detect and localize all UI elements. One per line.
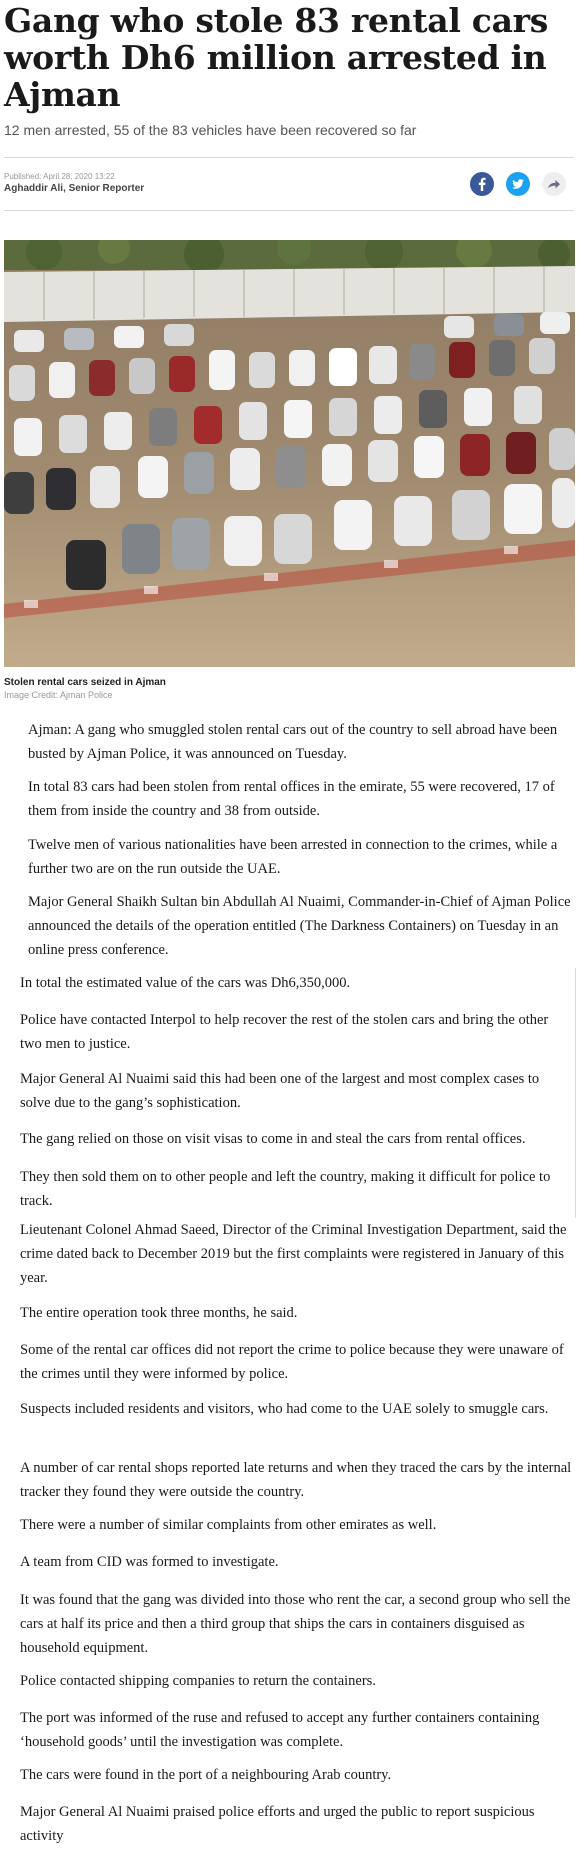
body-paragraph: The port was informed of the ruse and refused to accept any further containers containing ‘household goods’ until the investigation was complete. — [20, 1710, 540, 1750]
divider — [4, 210, 574, 211]
body-paragraph: A number of car rental shops reported late returns and when they traced the cars by the internal tracker they found they were outside the country. — [20, 1460, 572, 1500]
caption-title: Stolen rental cars seized in Ajman — [4, 677, 166, 688]
facebook-icon — [470, 172, 494, 196]
body-paragraph: The cars were found in the port of a neighbouring Arab country. — [20, 1767, 392, 1783]
body-paragraph: Suspects included residents and visitors, who had come to the UAE solely to smuggle cars. — [20, 1401, 549, 1417]
share-button[interactable] — [542, 172, 566, 196]
body-paragraph: In total 83 cars had been stolen from rental offices in the emirate, 55 were recovered, 17 of them from inside the country and 38 from outside. — [28, 779, 555, 819]
body-paragraph: There were a number of similar complaints from other emirates as well. — [20, 1517, 437, 1533]
parking-lot-image — [4, 240, 575, 667]
body-paragraph: Major General Al Nuaimi praised police efforts and urged the public to report suspicious activity — [20, 1804, 535, 1844]
column-divider — [575, 968, 576, 1218]
body-paragraph: It was found that the gang was divided into those who rent the car, a second group who sell the cars at half its price and then a third group that ships the cars in containers disguised as household equipment. — [20, 1592, 571, 1656]
divider — [4, 157, 574, 158]
twitter-icon — [506, 172, 530, 196]
article-header — [4, 0, 579, 138]
body-paragraph: In total the estimated value of the cars was Dh6,350,000. — [20, 975, 351, 991]
body-paragraph: Police have contacted Interpol to help recover the rest of the stolen cars and bring the other two men to justice. — [20, 1012, 549, 1052]
publish-date: Published: April 28, 2020 13:22 — [4, 172, 115, 181]
caption-credit: Image Credit: Ajman Police — [4, 690, 113, 700]
body-paragraph: Major General Shaikh Sultan bin Abdullah Al Nuaimi, Commander-in-Chief of Ajman Police announced the details of the operation entitled (The Darkness Containers) on Tuesday in an online press conference. — [28, 894, 571, 958]
body-paragraph: Police contacted shipping companies to return the containers. — [20, 1673, 376, 1689]
body-paragraph: Lieutenant Colonel Ahmad Saeed, Director of the Criminal Investigation Department, said the crime dated back to December 2019 but the first complaints were registered in January of this year. — [20, 1222, 567, 1286]
article-meta — [4, 172, 144, 194]
article-headline: Gang who stole 83 rental cars worth Dh6 million arrested in Ajman — [4, 1, 549, 114]
body-paragraph: Major General Al Nuaimi said this had been one of the largest and most complex cases to solve due to the gang’s sophistication. — [20, 1071, 540, 1111]
author-byline[interactable]: Aghaddir Ali, Senior Reporter — [4, 183, 145, 194]
article-subtitle: 12 men arrested, 55 of the 83 vehicles have been recovered so far — [4, 122, 417, 138]
body-paragraph: Some of the rental car offices did not report the crime to police because they were unaware of the crimes until they were informed by police. — [20, 1342, 564, 1382]
facebook-share-button[interactable] — [470, 172, 494, 196]
body-paragraph: The entire operation took three months, he said. — [20, 1305, 298, 1321]
share-arrow-icon — [542, 172, 566, 196]
body-paragraph: They then sold them on to other people and left the country, making it difficult for police to track. — [20, 1169, 551, 1209]
article-photo — [4, 240, 575, 667]
body-paragraph: Twelve men of various nationalities have been arrested in connection to the crimes, while a further two are on the run outside the UAE. — [28, 837, 558, 877]
image-caption — [4, 677, 166, 700]
body-paragraph: Ajman: A gang who smuggled stolen rental cars out of the country to sell abroad have been busted by Ajman Police, it was announced on Tuesday. — [28, 722, 558, 762]
body-paragraph: The gang relied on those on visit visas to come in and steal the cars from rental offices. — [20, 1131, 526, 1147]
body-paragraph: A team from CID was formed to investigate. — [20, 1554, 279, 1570]
twitter-share-button[interactable] — [506, 172, 530, 196]
